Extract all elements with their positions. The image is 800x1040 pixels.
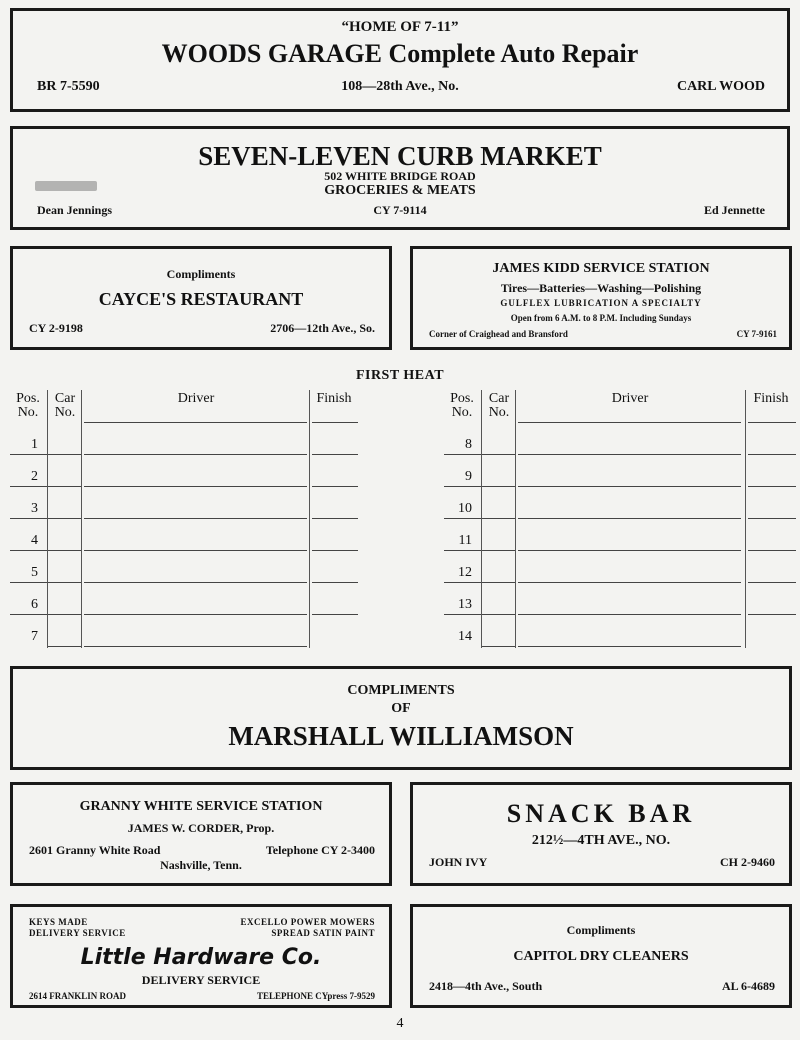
entry-line: [48, 646, 81, 647]
entry-line: [10, 614, 47, 615]
entry-line: [518, 518, 741, 519]
capitol-address: 2418—4th Ave., South: [429, 979, 543, 993]
position-number: 9: [465, 469, 472, 484]
entry-line: [518, 614, 741, 615]
col-divider: [81, 390, 82, 648]
woods-phone: BR 7-5590: [37, 79, 100, 94]
position-number: 4: [31, 533, 38, 548]
hardware-right2: SPREAD SATIN PAINT: [271, 928, 375, 938]
entry-line: [482, 454, 515, 455]
header-finish: Finish: [753, 391, 789, 406]
entry-line: [48, 454, 81, 455]
seven-leven-phone: CY 7-9114: [373, 203, 427, 217]
header-car: Car No.: [488, 391, 510, 420]
kidd-services: Tires—Batteries—Washing—Polishing: [500, 281, 702, 295]
header-line: [518, 422, 741, 423]
col-divider: [481, 390, 482, 648]
entry-line: [444, 454, 481, 455]
entry-line: [84, 486, 307, 487]
page-number: 4: [396, 1016, 404, 1031]
snack-owner: JOHN IVY: [429, 855, 488, 869]
granny-address: 2601 Granny White Road: [29, 843, 161, 857]
hardware-left1: KEYS MADE: [29, 917, 88, 927]
capitol-compliments: Compliments: [566, 923, 636, 937]
marshall-of: OF: [391, 701, 411, 716]
cayce-compliments: Compliments: [166, 267, 236, 281]
ad-capitol-dry-cleaners: [410, 904, 792, 1008]
entry-line: [482, 486, 515, 487]
col-divider: [745, 390, 746, 648]
kidd-location: Corner of Craighead and Bransford: [429, 329, 568, 339]
seven-leven-left-person: Dean Jennings: [37, 203, 113, 217]
capitol-phone: AL 6-4689: [721, 979, 775, 993]
ad-marshall-williamson: [10, 666, 792, 770]
hardware-right1: EXCELLO POWER MOWERS: [240, 917, 375, 927]
granny-prop: JAMES W. CORDER, Prop.: [127, 821, 275, 835]
ink-smudge: [35, 181, 97, 191]
entry-line: [748, 486, 796, 487]
entry-line: [482, 646, 515, 647]
header-line: [84, 422, 307, 423]
ad-cayces-restaurant: [10, 246, 392, 350]
marshall-name: MARSHALL WILLIAMSON: [228, 721, 574, 751]
entry-line: [10, 454, 47, 455]
seven-leven-address: 502 WHITE BRIDGE ROAD: [324, 169, 476, 183]
position-number: 5: [31, 565, 38, 580]
entry-line: [84, 582, 307, 583]
header-pos: Pos. No.: [450, 391, 474, 420]
entry-line: [482, 550, 515, 551]
ad-snack-bar: [410, 782, 792, 886]
entry-line: [748, 550, 796, 551]
hardware-delivery: DELIVERY SERVICE: [141, 973, 261, 987]
seven-leven-right-person: Ed Jennette: [704, 203, 765, 217]
seven-leven-name: SEVEN-LEVEN CURB MARKET: [198, 141, 602, 171]
entry-line: [312, 614, 358, 615]
entry-line: [518, 454, 741, 455]
col-divider: [309, 390, 310, 648]
entry-line: [482, 614, 515, 615]
ad-james-kidd: [410, 246, 792, 350]
kidd-specialty: GULFLEX LUBRICATION A SPECIALTY: [500, 298, 702, 308]
entry-line: [312, 486, 358, 487]
entry-line: [312, 454, 358, 455]
header-car: Car No.: [54, 391, 76, 420]
header-driver: Driver: [177, 391, 215, 406]
position-number: 13: [458, 597, 472, 612]
position-number: 3: [31, 501, 38, 516]
cayce-name: CAYCE'S RESTAURANT: [98, 289, 304, 309]
ad-granny-white: [10, 782, 392, 886]
woods-name: WOODS GARAGE Complete Auto Repair: [161, 39, 639, 68]
entry-line: [444, 614, 481, 615]
entry-line: [84, 518, 307, 519]
entry-line: [748, 454, 796, 455]
position-number: 1: [31, 437, 38, 452]
entry-line: [482, 518, 515, 519]
entry-line: [518, 582, 741, 583]
header-finish: Finish: [316, 391, 352, 406]
hardware-left2: DELIVERY SERVICE: [29, 928, 126, 938]
entry-line: [10, 550, 47, 551]
position-number: 10: [458, 501, 472, 516]
woods-tagline: “HOME OF 7-11”: [341, 19, 459, 35]
entry-line: [48, 550, 81, 551]
entry-line: [748, 582, 796, 583]
capitol-name: CAPITOL DRY CLEANERS: [513, 949, 689, 964]
entry-line: [312, 550, 358, 551]
heat-table-right: [444, 390, 796, 648]
entry-line: [518, 550, 741, 551]
entry-line: [10, 518, 47, 519]
kidd-hours: Open from 6 A.M. to 8 P.M. Including Sundays: [510, 313, 692, 323]
position-number: 2: [31, 469, 38, 484]
ad-seven-leven: [10, 126, 790, 230]
entry-line: [748, 518, 796, 519]
entry-line: [518, 486, 741, 487]
entry-line: [10, 486, 47, 487]
entry-line: [444, 486, 481, 487]
header-line: [312, 422, 358, 423]
position-number: 7: [31, 629, 38, 644]
snack-name: SNACK BAR: [506, 799, 696, 828]
entry-line: [10, 582, 47, 583]
entry-line: [84, 454, 307, 455]
marshall-compliments: COMPLIMENTS: [347, 683, 455, 698]
kidd-name: JAMES KIDD SERVICE STATION: [492, 261, 710, 276]
entry-line: [48, 486, 81, 487]
entry-line: [482, 582, 515, 583]
granny-name: GRANNY WHITE SERVICE STATION: [79, 799, 323, 814]
seven-leven-goods: GROCERIES & MEATS: [324, 183, 476, 198]
entry-line: [748, 614, 796, 615]
heat-title: FIRST HEAT: [355, 368, 445, 383]
entry-line: [48, 582, 81, 583]
snack-address: 212½—4TH AVE., NO.: [531, 833, 671, 848]
header-pos: Pos. No.: [16, 391, 40, 420]
heat-table-left: [10, 390, 358, 648]
hardware-name: Little Hardware Co.: [80, 945, 322, 970]
col-divider: [515, 390, 516, 648]
entry-line: [48, 614, 81, 615]
position-number: 12: [458, 565, 472, 580]
woods-owner: CARL WOOD: [676, 79, 765, 94]
ad-woods-garage: [10, 8, 790, 112]
entry-line: [444, 582, 481, 583]
entry-line: [312, 582, 358, 583]
position-number: 11: [458, 533, 472, 548]
entry-line: [84, 614, 307, 615]
hardware-address: 2614 FRANKLIN ROAD: [29, 991, 127, 1001]
cayce-address: 2706—12th Ave., So.: [270, 321, 375, 335]
position-number: 8: [465, 437, 472, 452]
col-divider: [47, 390, 48, 648]
hardware-phone: TELEPHONE CYpress 7-9529: [256, 991, 375, 1001]
entry-line: [84, 646, 307, 647]
header-line: [748, 422, 796, 423]
position-number: 6: [31, 597, 38, 612]
snack-phone: CH 2-9460: [720, 855, 775, 869]
woods-address: 108—28th Ave., No.: [341, 79, 459, 94]
entry-line: [84, 550, 307, 551]
position-number: 14: [458, 629, 472, 644]
header-driver: Driver: [611, 391, 649, 406]
granny-city: Nashville, Tenn.: [160, 858, 242, 872]
entry-line: [444, 518, 481, 519]
entry-line: [48, 518, 81, 519]
entry-line: [518, 646, 741, 647]
cayce-phone: CY 2-9198: [29, 321, 83, 335]
entry-line: [444, 550, 481, 551]
granny-phone: Telephone CY 2-3400: [265, 843, 375, 857]
ad-little-hardware: [10, 904, 392, 1008]
entry-line: [312, 518, 358, 519]
kidd-phone: CY 7-9161: [736, 329, 777, 339]
